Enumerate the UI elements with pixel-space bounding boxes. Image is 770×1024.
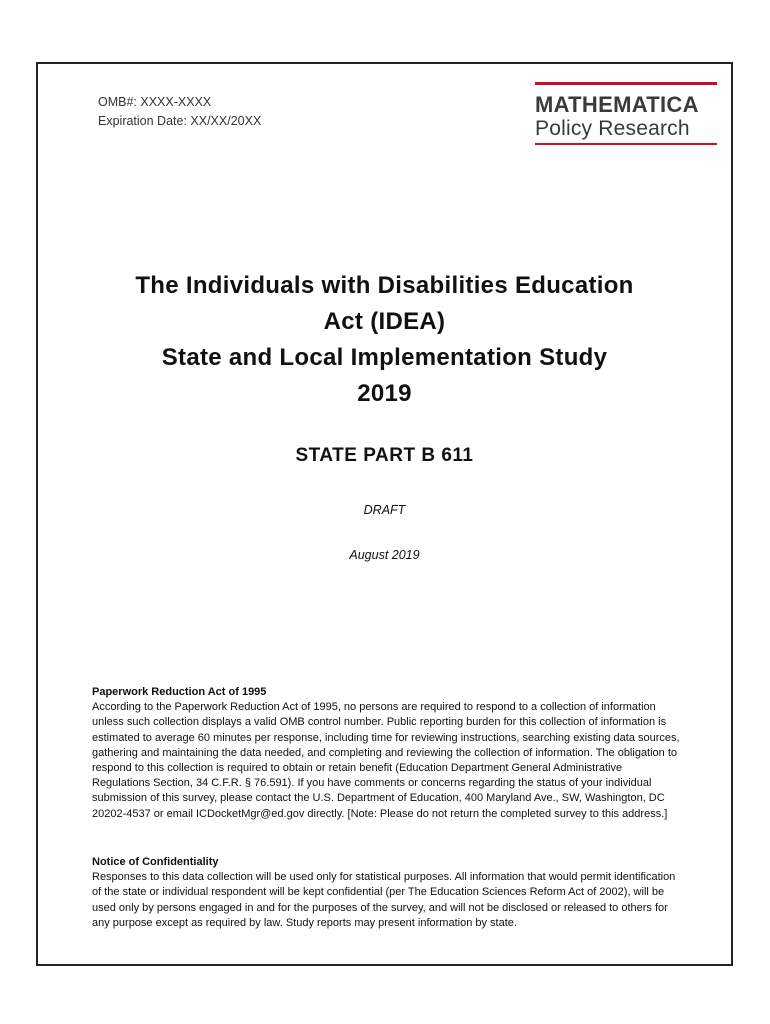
mathematica-logo [535,82,717,145]
document-date: August 2019 [349,548,420,562]
confidentiality-heading: Notice of Confidentiality [92,856,219,868]
expiration-date: Expiration Date: XX/XX/20XX [98,114,262,128]
confidentiality-body: Responses to this data collection will be used only for statistical purposes. All information that would permit identification of the state or individual respondent will be kept confidential (per The Education Sciences Reform Act of 2002), will be used only by persons engaged in and for the purposes of the survey, and will not be disclosed or released to others for any purpose except as required by law. Study reports may present information by state. [92,871,676,929]
draft-label: DRAFT [363,503,406,517]
paperwork-body: According to the Paperwork Reduction Act of 1995, no persons are required to respond to a collection of information unless such collection displays a valid OMB control number. Public reporting burden for this collection of information is estimated to average 60 minutes per response, including time for reviewing instructions, searching existing data sources, gathering and maintaining the data needed, and completing and reviewing the collection of information. The obligation to respond to this collection is required to obtain or retain benefit (Education Department General Administrative Regulations Section, 34 C.F.R. § 76.591). If you have comments or concerns regarding the status of your individual submission of this survey, please contact the U.S. Department of Education, 400 Maryland Ave., SW, Washington, DC 20202-4537 or email ICDocketMgr@ed.gov directly. [Note: Please do not return the completed survey to this address.] [92,701,680,820]
title-line: Act (IDEA) [323,308,446,335]
document-subtitle: STATE PART B 611 [295,445,474,466]
title-line: 2019 [357,380,412,407]
paperwork-heading: Paperwork Reduction Act of 1995 [92,686,267,698]
document-title [38,268,731,412]
logo-wordmark: MATHEMATICA [535,92,699,117]
title-line: The Individuals with Disabilities Education [135,272,634,299]
logo-tagline: Policy Research [535,117,690,140]
title-line: State and Local Implementation Study [161,344,608,371]
confidentiality-notice [92,855,682,931]
paperwork-reduction-notice [92,685,682,822]
omb-info [98,93,261,131]
omb-number: OMB#: XXXX-XXXX [98,95,212,109]
logo-top-rule [535,82,717,85]
document-page [36,62,733,966]
logo-bottom-rule [535,143,717,145]
